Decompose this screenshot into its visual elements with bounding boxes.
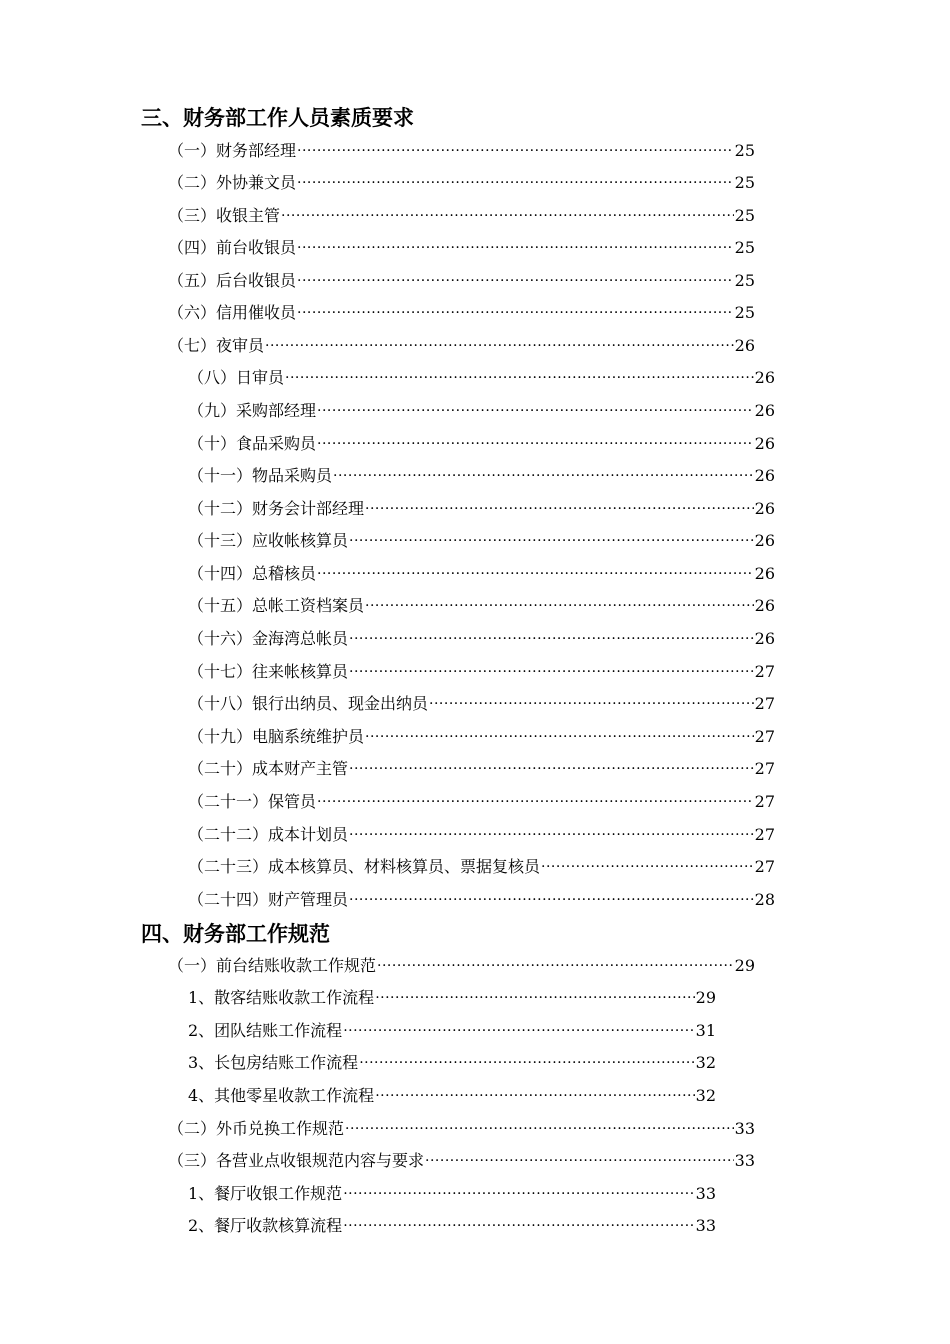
dot-leader — [377, 951, 734, 981]
dot-leader — [349, 820, 754, 850]
dot-leader — [349, 885, 754, 915]
toc-page-number: 28 — [754, 890, 775, 909]
toc-page-number: 26 — [754, 531, 775, 550]
toc-page-number: 25 — [734, 173, 755, 192]
toc-page-number: 26 — [754, 368, 775, 387]
toc-entry[interactable] — [168, 951, 755, 981]
dot-leader — [343, 1179, 694, 1209]
toc-entry[interactable] — [188, 852, 775, 882]
section-4-heading: 四、财务部工作规范 — [141, 921, 330, 946]
toc-label: （二）外协兼文员 — [168, 173, 297, 192]
toc-label: （十三）应收帐核算员 — [188, 531, 349, 550]
dot-leader — [359, 1048, 694, 1078]
toc-entry[interactable] — [188, 559, 775, 589]
toc-page-number: 27 — [754, 825, 775, 844]
dot-leader — [349, 754, 754, 784]
dot-leader — [349, 526, 754, 556]
dot-leader — [343, 1211, 694, 1241]
toc-page-number: 26 — [754, 499, 775, 518]
toc-entry[interactable] — [188, 396, 775, 426]
toc-page-number: 26 — [754, 564, 775, 583]
dot-leader — [317, 787, 754, 817]
dot-leader — [365, 722, 754, 752]
toc-label: （九）采购部经理 — [188, 401, 317, 420]
dot-leader — [343, 1016, 694, 1046]
toc-entry[interactable] — [188, 1081, 716, 1111]
toc-label: （十七）往来帐核算员 — [188, 662, 349, 681]
toc-page-number: 26 — [754, 434, 775, 453]
toc-label: 2、团队结账工作流程 — [188, 1021, 343, 1040]
dot-leader — [297, 298, 734, 328]
toc-label: 2、餐厅收款核算流程 — [188, 1216, 343, 1235]
dot-leader — [349, 657, 754, 687]
toc-entry[interactable] — [168, 266, 755, 296]
toc-page-number: 26 — [754, 596, 775, 615]
dot-leader — [349, 624, 754, 654]
dot-leader — [297, 233, 734, 263]
dot-leader — [285, 363, 754, 393]
toc-page-number: 26 — [734, 336, 755, 355]
dot-leader — [425, 1146, 734, 1176]
toc-page-number: 27 — [754, 727, 775, 746]
toc-page-number: 25 — [734, 206, 755, 225]
toc-entry[interactable] — [168, 201, 755, 231]
toc-label: （二十二）成本计划员 — [188, 825, 349, 844]
toc-entry[interactable] — [188, 461, 775, 491]
toc-entry[interactable] — [168, 1146, 755, 1176]
toc-page-number: 26 — [754, 629, 775, 648]
dot-leader — [317, 396, 754, 426]
toc-page-number: 25 — [734, 141, 755, 160]
toc-page-number: 27 — [754, 792, 775, 811]
toc-label: （一）财务部经理 — [168, 141, 297, 160]
toc-page-number: 27 — [754, 662, 775, 681]
dot-leader — [297, 266, 734, 296]
toc-page-number: 33 — [734, 1151, 755, 1170]
dot-leader — [281, 201, 734, 231]
dot-leader — [297, 136, 734, 166]
dot-leader — [365, 494, 754, 524]
toc-label: （二十三）成本核算员、材料核算员、票据复核员 — [188, 857, 541, 876]
toc-entry[interactable] — [188, 1179, 716, 1209]
toc-page-number: 32 — [695, 1086, 716, 1105]
toc-page-number: 26 — [754, 401, 775, 420]
toc-entry[interactable] — [188, 363, 775, 393]
toc-label: （十一）物品采购员 — [188, 466, 333, 485]
toc-label: （八）日审员 — [188, 368, 285, 387]
toc-entry[interactable] — [188, 526, 775, 556]
toc-page-number: 27 — [754, 759, 775, 778]
toc-label: （三）各营业点收银规范内容与要求 — [168, 1151, 425, 1170]
toc-label: 1、餐厅收银工作规范 — [188, 1184, 343, 1203]
toc-page-number: 27 — [754, 694, 775, 713]
section-3-heading: 三、财务部工作人员素质要求 — [141, 105, 414, 130]
dot-leader — [317, 559, 754, 589]
toc-entry[interactable] — [188, 657, 775, 687]
toc-label: （十五）总帐工资档案员 — [188, 596, 365, 615]
toc-page-number: 29 — [695, 988, 716, 1007]
toc-label: （七）夜审员 — [168, 336, 265, 355]
toc-page-number: 32 — [695, 1053, 716, 1072]
dot-leader — [345, 1114, 734, 1144]
toc-label: 4、其他零星收款工作流程 — [188, 1086, 375, 1105]
toc-label: （二十）成本财产主管 — [188, 759, 349, 778]
toc-entry[interactable] — [188, 983, 716, 1013]
toc-label: 3、长包房结账工作流程 — [188, 1053, 359, 1072]
dot-leader — [333, 461, 754, 491]
toc-entry[interactable] — [188, 787, 775, 817]
toc-label: （二）外币兑换工作规范 — [168, 1119, 345, 1138]
toc-entry[interactable] — [188, 591, 775, 621]
toc-page-number: 31 — [695, 1021, 716, 1040]
toc-entry[interactable] — [168, 168, 755, 198]
dot-leader — [265, 331, 734, 361]
toc-entry[interactable] — [188, 754, 775, 784]
dot-leader — [365, 591, 754, 621]
dot-leader — [317, 429, 754, 459]
toc-label: （十）食品采购员 — [188, 434, 317, 453]
dot-leader — [541, 852, 754, 882]
toc-entry[interactable] — [168, 136, 755, 166]
toc-label: （五）后台收银员 — [168, 271, 297, 290]
toc-page-number: 25 — [734, 271, 755, 290]
toc-label: （十二）财务会计部经理 — [188, 499, 365, 518]
toc-page-number: 33 — [695, 1184, 716, 1203]
toc-entry[interactable] — [188, 494, 775, 524]
dot-leader — [429, 689, 754, 719]
toc-label: （一）前台结账收款工作规范 — [168, 956, 377, 975]
toc-label: （三）收银主管 — [168, 206, 281, 225]
toc-label: （四）前台收银员 — [168, 238, 297, 257]
toc-label: （十六）金海湾总帐员 — [188, 629, 349, 648]
toc-label: （二十四）财产管理员 — [188, 890, 349, 909]
toc-page-number: 29 — [734, 956, 755, 975]
toc-entry[interactable] — [168, 331, 755, 361]
toc-entry[interactable] — [168, 233, 755, 263]
dot-leader — [375, 983, 694, 1013]
toc-entry[interactable] — [188, 722, 775, 752]
toc-entry[interactable] — [188, 885, 775, 915]
toc-entry[interactable] — [168, 1114, 755, 1144]
toc-entry[interactable] — [168, 298, 755, 328]
toc-page-number: 25 — [734, 303, 755, 322]
toc-page-number: 33 — [695, 1216, 716, 1235]
toc-entry[interactable] — [188, 1048, 716, 1078]
toc-label: （十四）总稽核员 — [188, 564, 317, 583]
toc-page-number: 25 — [734, 238, 755, 257]
toc-label: 1、散客结账收款工作流程 — [188, 988, 375, 1007]
toc-entry[interactable] — [188, 689, 775, 719]
toc-label: （二十一）保管员 — [188, 792, 317, 811]
toc-label: （十九）电脑系统维护员 — [188, 727, 365, 746]
dot-leader — [297, 168, 734, 198]
toc-entry[interactable] — [188, 1016, 716, 1046]
toc-entry[interactable] — [188, 429, 775, 459]
dot-leader — [375, 1081, 694, 1111]
toc-entry[interactable] — [188, 820, 775, 850]
toc-page-number: 26 — [754, 466, 775, 485]
toc-label: （十八）银行出纳员、现金出纳员 — [188, 694, 429, 713]
toc-page-number: 27 — [754, 857, 775, 876]
toc-page-number: 33 — [734, 1119, 755, 1138]
toc-label: （六）信用催收员 — [168, 303, 297, 322]
toc-entry[interactable] — [188, 1211, 716, 1241]
toc-entry[interactable] — [188, 624, 775, 654]
